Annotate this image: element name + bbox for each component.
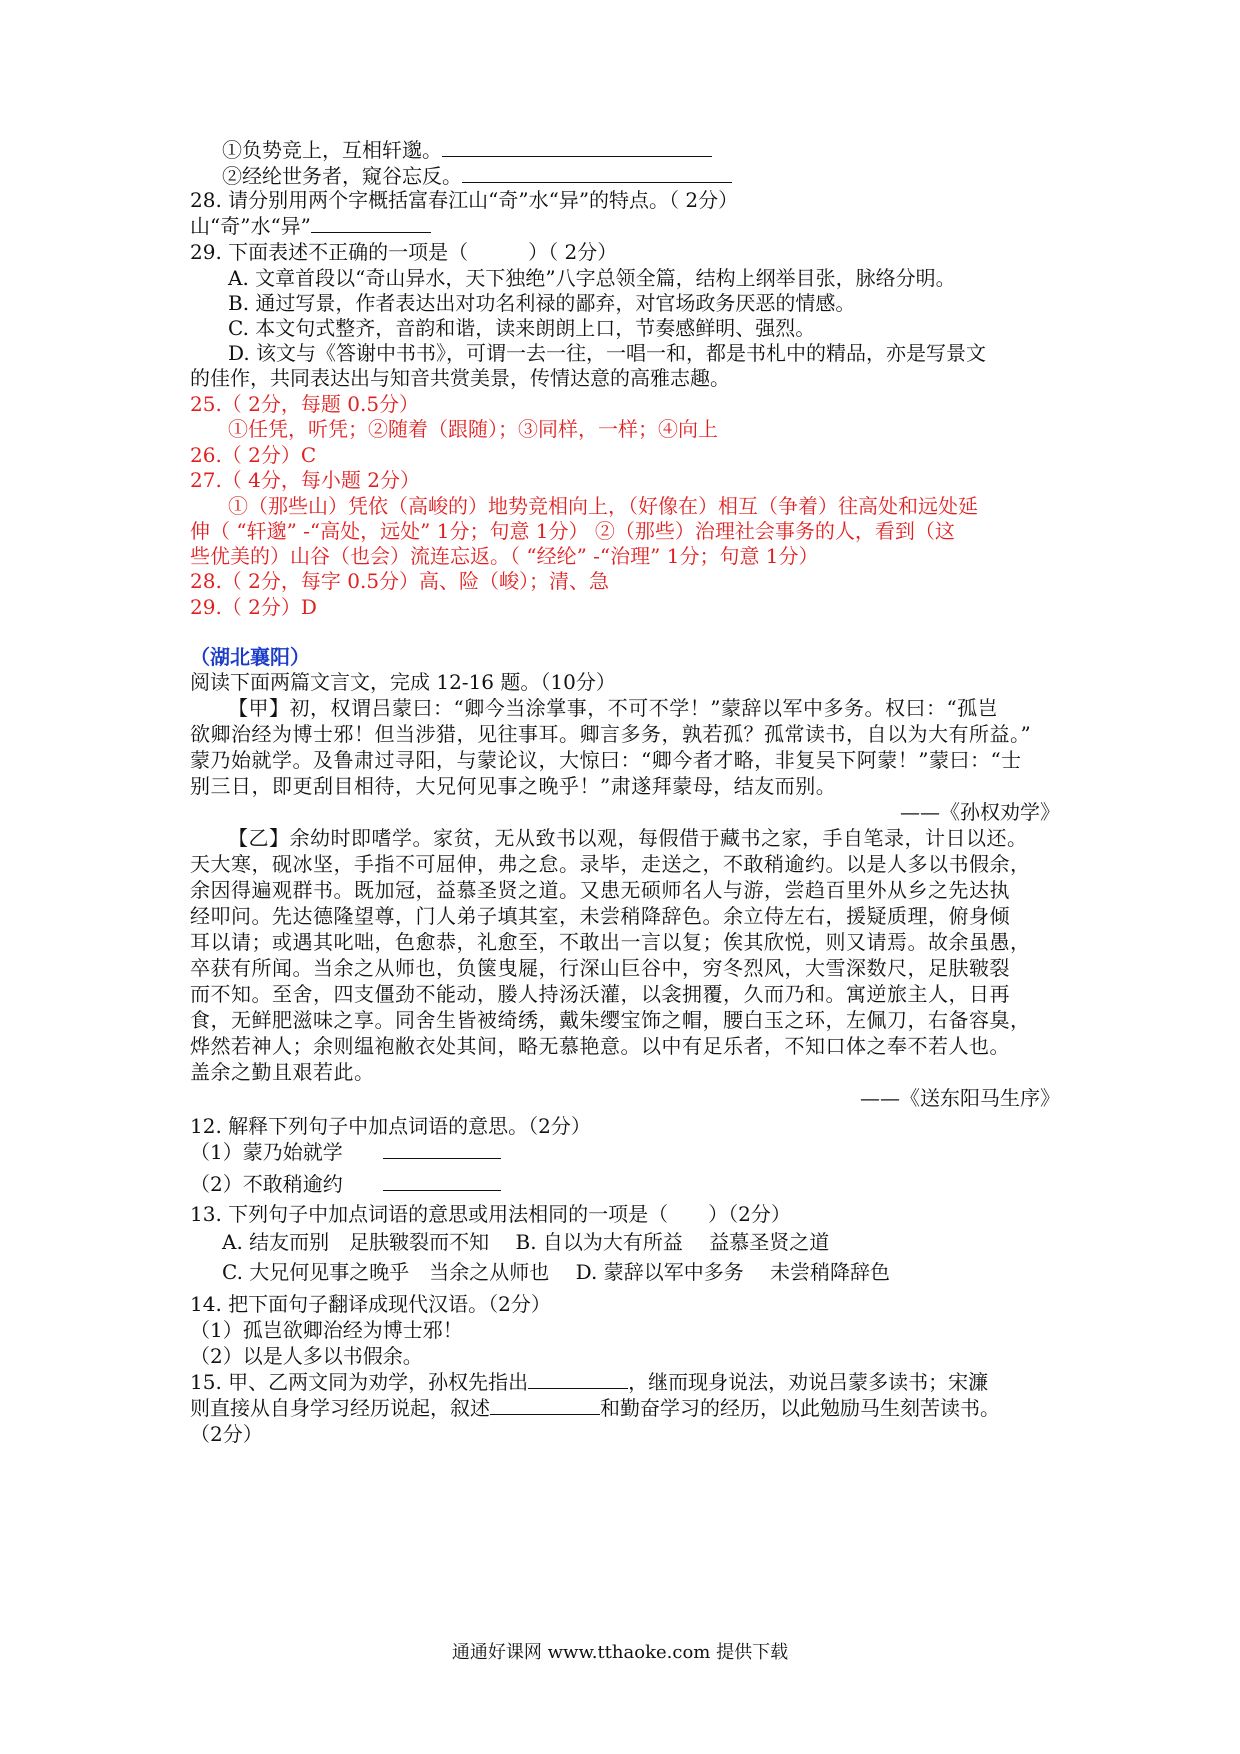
- passage-yi-line: 盖余之勤且艰若此。: [190, 1060, 375, 1084]
- q15-line-3: （2分）: [190, 1422, 263, 1446]
- answer-27-line3: 些优美的）山谷（也会）流连忘返。（ “经纶” -“治理” 1分；句意 1分）: [190, 544, 819, 568]
- q14-item-2: （2）以是人多以书假余。: [190, 1344, 423, 1368]
- answer-blank[interactable]: [383, 1138, 501, 1159]
- q28-answer-line: 山“奇”水“异”: [190, 212, 1060, 240]
- q15-line-1: 15. 甲、乙两文同为劝学，孙权先指出 ，继而现身说法，劝说吕蒙多读书；宋濂: [190, 1370, 989, 1394]
- q12-question: 12. 解释下列句子中加点词语的意思。（2分）: [190, 1114, 591, 1138]
- q13-question: 13. 下列句子中加点词语的意思或用法相同的一项是（ ）（2分）: [190, 1202, 791, 1226]
- answer-blank[interactable]: [442, 136, 712, 157]
- section-heading: （湖北襄阳）: [190, 645, 310, 669]
- q29-option-b: B. 通过写景，作者表达出对功名利禄的鄙弃，对官场政务厌恶的情感。: [228, 291, 856, 315]
- passage-yi-line: 天大寒，砚冰坚，手指不可屈伸，弗之怠。录毕，走送之，不敢稍逾约。以是人多以书假余，: [190, 852, 1031, 876]
- passage-yi-source: ——《送东阳马生序》: [860, 1086, 1060, 1110]
- q29-option-d-cont: 的佳作，共同表达出与知音共赏美景，传情达意的高雅志趣。: [190, 366, 730, 390]
- answer-29: 29.（ 2分）D: [190, 595, 317, 619]
- q13-options-ab: A. 结友而别 足肤皲裂而不知 B. 自以为大有所益 益慕圣贤之道: [222, 1230, 830, 1254]
- footer-credit: 通通好课网 www.tthaoke.com 提供下载: [451, 1642, 789, 1663]
- passage-yi-line: 耳以请；或遇其叱咄，色愈恭，礼愈至，不敢出一言以复；俟其欣悦，则又请焉。故余虽愚，: [190, 930, 1031, 954]
- passage-yi-line: 余因得遍观群书。既加冠，益慕圣贤之道。又患无硕师名人与游，尝趋百里外从乡之先达执: [190, 878, 1010, 902]
- passage-yi-line: 而不知。至舍，四支僵劲不能动，媵人持汤沃灌，以衾拥覆，久而乃和。寓逆旅主人，日再: [190, 982, 1010, 1006]
- answer-28: 28.（ 2分，每字 0.5分）高、险（峻）；清、急: [190, 569, 610, 593]
- passage-yi-line: 经叩问。先达德隆望尊，门人弟子填其室，未尝稍降辞色。余立侍左右，援疑质理，俯身倾: [190, 904, 1010, 928]
- passage-jia-line: 【甲】初，权谓吕蒙曰：“卿今当涂掌事，不可不学！”蒙辞以军中多务。权曰：“孤岂: [228, 696, 999, 720]
- passage-yi-line: 烨然若神人；余则缊袍敝衣处其间，略无慕艳意。以中有足乐者，不知口体之奉不若人也。: [190, 1034, 1010, 1058]
- q15-line-2: 则直接从自身学习经历说起，叙述 和勤奋学习的经历，以此勉励马生刻苦读书。: [190, 1396, 1000, 1420]
- passage-jia-line: 欲卿治经为博士邪！但当涉猎，见往事耳。卿言多务，孰若孤？孤常读书，自以为大有所益。”: [190, 722, 1032, 746]
- answer-blank[interactable]: [462, 162, 732, 183]
- q28-question: 28. 请分别用两个字概括富春江山“奇”水“异”的特点。（ 2分）: [190, 188, 739, 212]
- q12-item-1: （1）蒙乃始就学: [190, 1138, 1060, 1166]
- answer-27: 27.（ 4分，每小题 2分）: [190, 468, 420, 492]
- q29-option-a: A. 文章首段以“奇山异水，天下独绝”八字总领全篇，结构上纲举目张，脉络分明。: [228, 266, 956, 290]
- passage-jia-line: 别三日，即更刮目相待，大兄何见事之晚乎！”肃遂拜蒙母，结友而别。: [190, 774, 837, 798]
- answer-blank[interactable]: [490, 1394, 600, 1415]
- passage-jia-source: ——《孙权劝学》: [900, 800, 1060, 824]
- q12-item-2: （2）不敢稍逾约: [190, 1170, 1060, 1198]
- q29-option-c: C. 本文句式整齐，音韵和谐，读来朗朗上口，节奏感鲜明、强烈。: [228, 316, 816, 340]
- answer-25-text: ①任凭，听凭；②随着（跟随）；③同样，一样；④向上: [228, 417, 718, 441]
- reading-intro: 阅读下面两篇文言文，完成 12-16 题。（10分）: [190, 670, 616, 694]
- q27-item-2: ②经纶世务者，窥谷忘反。: [222, 162, 1092, 190]
- passage-yi-line: 卒获有所闻。当余之从师也，负箧曳屣，行深山巨谷中，穷冬烈风，大雪深数尺，足肤皲裂: [190, 956, 1010, 980]
- q13-options-cd: C. 大兄何见事之晚乎 当余之从师也 D. 蒙辞以军中多务 未尝稍降辞色: [222, 1260, 891, 1284]
- q27-item-1: ①负势竞上，互相轩邈。: [222, 136, 1092, 164]
- answer-blank[interactable]: [528, 1368, 628, 1389]
- passage-jia-line: 蒙乃始就学。及鲁肃过寻阳，与蒙论议，大惊曰：“卿今者才略，非复吴下阿蒙！”蒙曰：“士: [190, 748, 1022, 772]
- answer-27-line2: 伸（ “轩邈” -“高处，远处” 1分；句意 1分） ②（那些）治理社会事务的人，看到（这: [190, 519, 955, 543]
- answer-26: 26.（ 2分）C: [190, 443, 317, 467]
- q29-option-d: D. 该文与《答谢中书书》，可谓一去一往，一唱一和，都是书札中的精品，亦是写景文: [228, 341, 987, 365]
- answer-27-line1: ①（那些山）凭依（高峻的）地势竞相向上，（好像在）相互（争着）往高处和远处延: [228, 494, 978, 518]
- q29-question: 29. 下面表述不正确的一项是（ ）（ 2分）: [190, 240, 618, 264]
- q14-item-1: （1）孤岂欲卿治经为博士邪！: [190, 1318, 463, 1342]
- q14-question: 14. 把下面句子翻译成现代汉语。（2分）: [190, 1292, 551, 1316]
- passage-yi-line: 【乙】余幼时即嗜学。家贫，无从致书以观，每假借于藏书之家，手自笔录，计日以还。: [228, 826, 1028, 850]
- answer-blank[interactable]: [383, 1170, 501, 1191]
- passage-yi-line: 食，无鲜肥滋味之享。同舍生皆被绮绣，戴朱缨宝饰之帽，腰白玉之环，左佩刀，右备容臭，: [190, 1008, 1031, 1032]
- answer-blank[interactable]: [311, 212, 431, 233]
- answer-25: 25.（ 2分，每题 0.5分）: [190, 392, 420, 416]
